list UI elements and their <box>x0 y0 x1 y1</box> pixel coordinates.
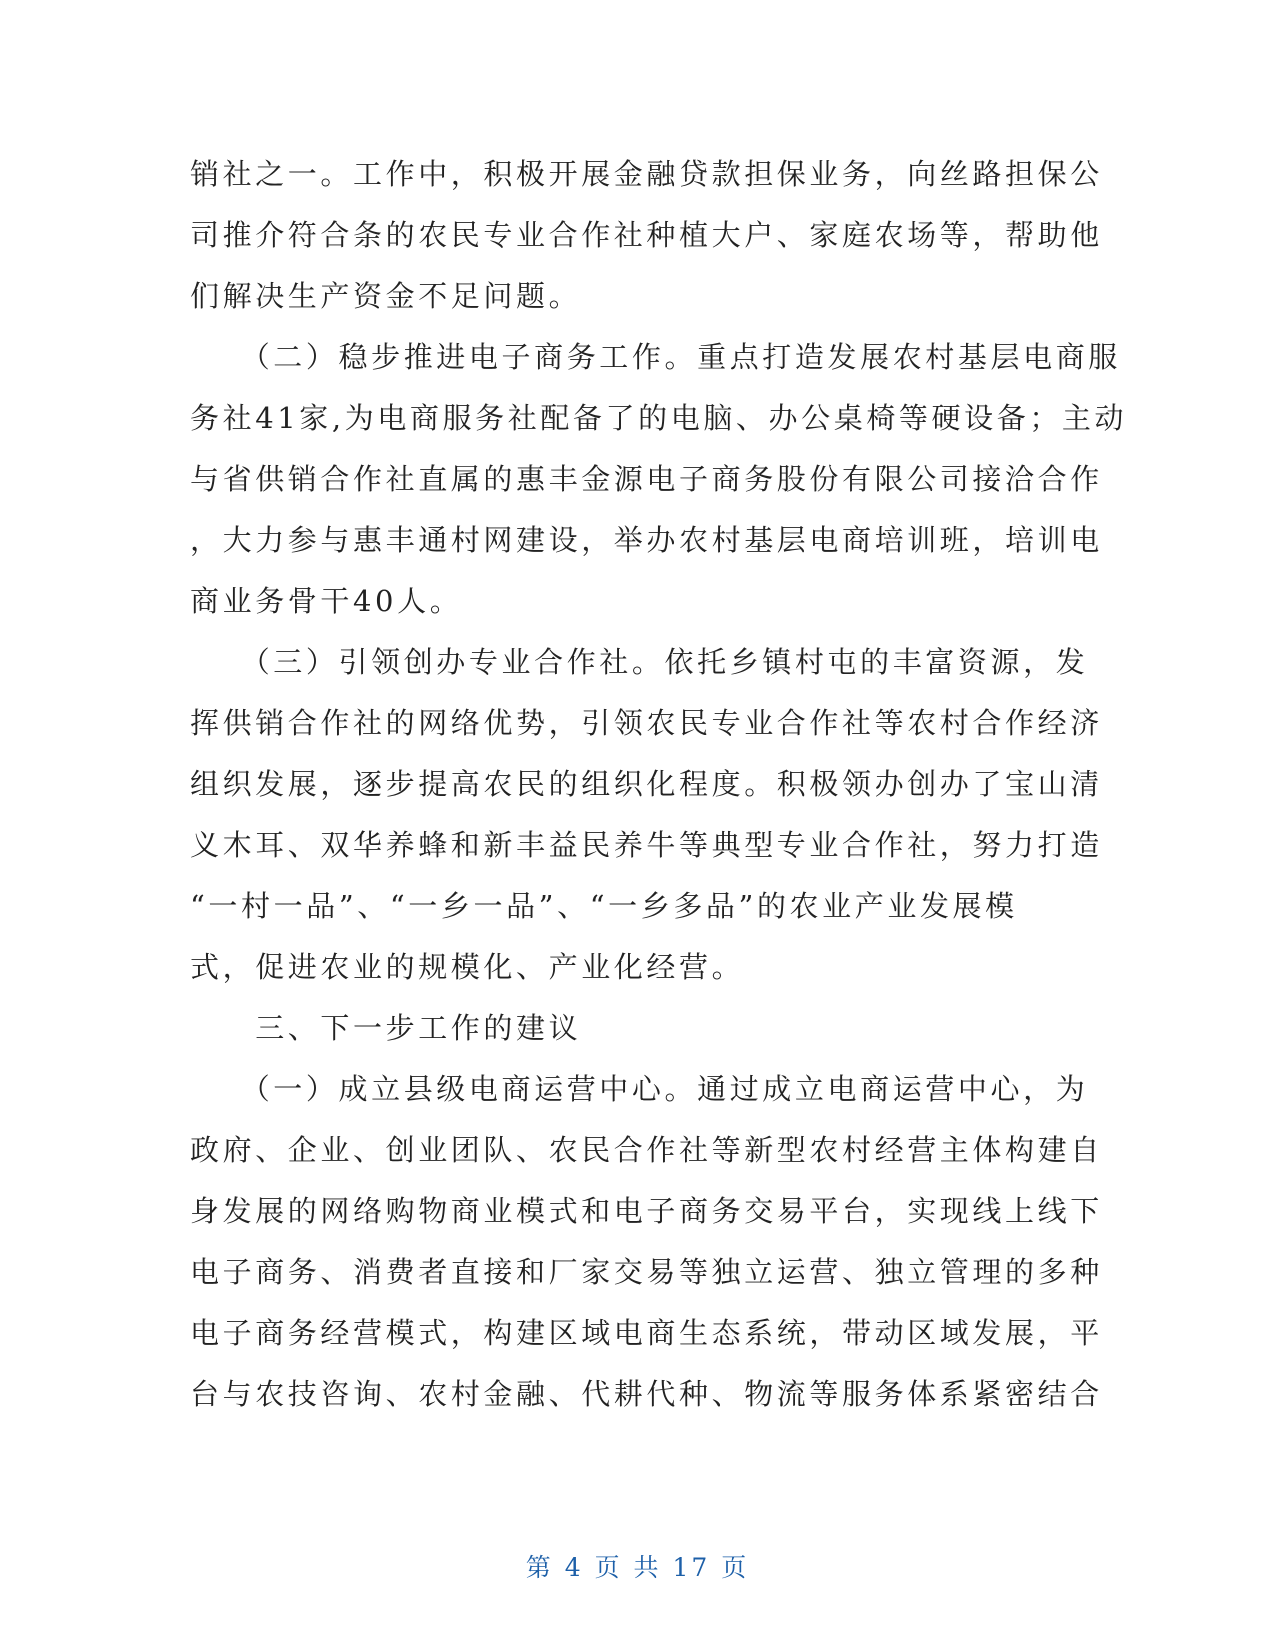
text-line-7: ，大力参与惠丰通村网建设，举办农村基层电商培训班，培训电 <box>190 523 1103 557</box>
text-line-21: 台与农技咨询、农村金融、代耕代种、物流等服务体系紧密结合 <box>190 1377 1103 1411</box>
text-line-1: 销社之一。工作中，积极开展金融贷款担保业务，向丝路担保公 <box>190 157 1103 191</box>
text-line-17: 政府、企业、创业团队、农民合作社等新型农村经营主体构建自 <box>190 1133 1103 1167</box>
text-line-14: 式，促进农业的规模化、产业化经营。 <box>190 950 745 984</box>
text-line-18: 身发展的网络购物商业模式和电子商务交易平台，实现线上线下 <box>190 1194 1103 1228</box>
text-line-6: 与省供销合作社直属的惠丰金源电子商务股份有限公司接洽合作 <box>190 462 1103 496</box>
section-heading: 三、下一步工作的建议 <box>190 1011 582 1045</box>
text-line-3: 们解决生产资金不足问题。 <box>190 279 582 313</box>
text-line-5: 务社41家,为电商服务社配备了的电脑、办公桌椅等硬设备；主动 <box>190 401 1128 435</box>
text-line-19: 电子商务、消费者直接和厂家交易等独立运营、独立管理的多种 <box>190 1255 1103 1289</box>
text-line-16: （一）成立县级电商运营中心。通过成立电商运营中心，为 <box>190 1072 1089 1106</box>
body-text <box>190 144 1128 1425</box>
text-line-11: 组织发展，逐步提高农民的组织化程度。积极领办创办了宝山清 <box>190 767 1103 801</box>
text-line-12: 义木耳、双华养蜂和新丰益民养牛等典型专业合作社，努力打造 <box>190 828 1103 862</box>
text-line-4: （二）稳步推进电子商务工作。重点打造发展农村基层电商服 <box>190 340 1121 374</box>
text-line-13: “一村一品”、“一乡一品”、“一乡多品”的农业产业发展模 <box>190 889 1018 923</box>
text-line-10: 挥供销合作社的网络优势，引领农民专业合作社等农村合作经济 <box>190 706 1103 740</box>
text-line-2: 司推介符合条的农民专业合作社种植大户、家庭农场等，帮助他 <box>190 218 1103 252</box>
text-line-20: 电子商务经营模式，构建区域电商生态系统，带动区域发展，平 <box>190 1316 1103 1350</box>
text-line-8: 商业务骨干40人。 <box>190 584 463 618</box>
text-line-9: （三）引领创办专业合作社。依托乡镇村屯的丰富资源，发 <box>190 645 1089 679</box>
page-number-footer: 第 4 页 共 17 页 <box>525 1553 750 1582</box>
